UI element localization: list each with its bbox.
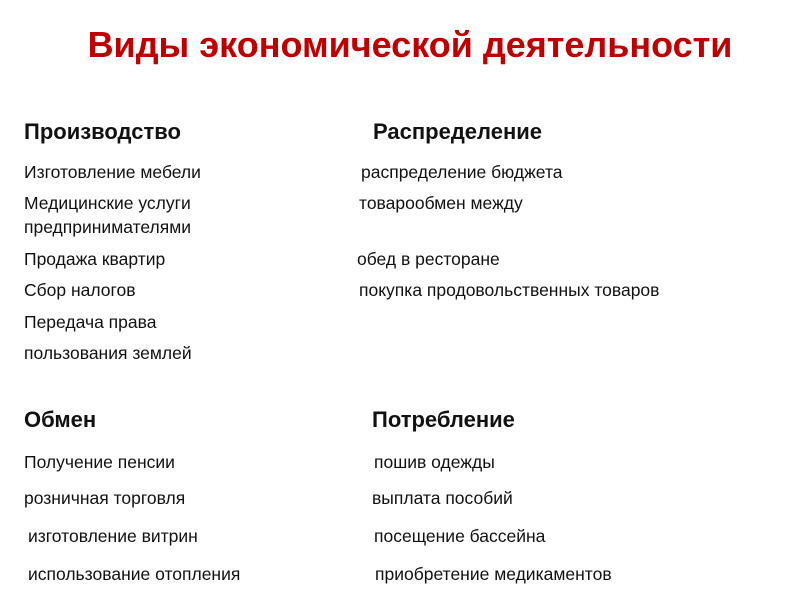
distribution-item: покупка продовольственных товаров bbox=[359, 280, 660, 300]
exchange-item: изготовление витрин bbox=[28, 526, 198, 546]
production-heading: Производство bbox=[24, 119, 181, 144]
distribution-item: распределение бюджета bbox=[361, 162, 563, 182]
production-item: Изготовление мебели bbox=[24, 162, 201, 182]
consumption-item: пошив одежды bbox=[374, 452, 495, 472]
production-item: Медицинские услуги bbox=[24, 193, 191, 213]
exchange-heading: Обмен bbox=[24, 407, 97, 432]
distribution-item: товарообмен между bbox=[359, 193, 523, 213]
production-item: предпринимателями bbox=[24, 217, 192, 237]
consumption-item: выплата пособий bbox=[372, 488, 513, 508]
production-item: пользования землей bbox=[24, 343, 192, 363]
exchange-item: использование отопления bbox=[28, 564, 241, 584]
slide-title: Виды экономической деятельности bbox=[87, 24, 733, 65]
production-item: Передача права bbox=[24, 312, 157, 332]
production-item: Продажа квартир bbox=[24, 249, 166, 269]
consumption-item: посещение бассейна bbox=[374, 526, 546, 546]
consumption-item: приобретение медикаментов bbox=[375, 564, 612, 584]
distribution-heading: Распределение bbox=[373, 119, 542, 144]
exchange-item: Получение пенсии bbox=[24, 452, 175, 472]
consumption-heading: Потребление bbox=[372, 407, 515, 432]
distribution-item: обед в ресторане bbox=[357, 249, 500, 269]
production-item: Сбор налогов bbox=[24, 280, 136, 300]
exchange-item: розничная торговля bbox=[24, 488, 186, 508]
